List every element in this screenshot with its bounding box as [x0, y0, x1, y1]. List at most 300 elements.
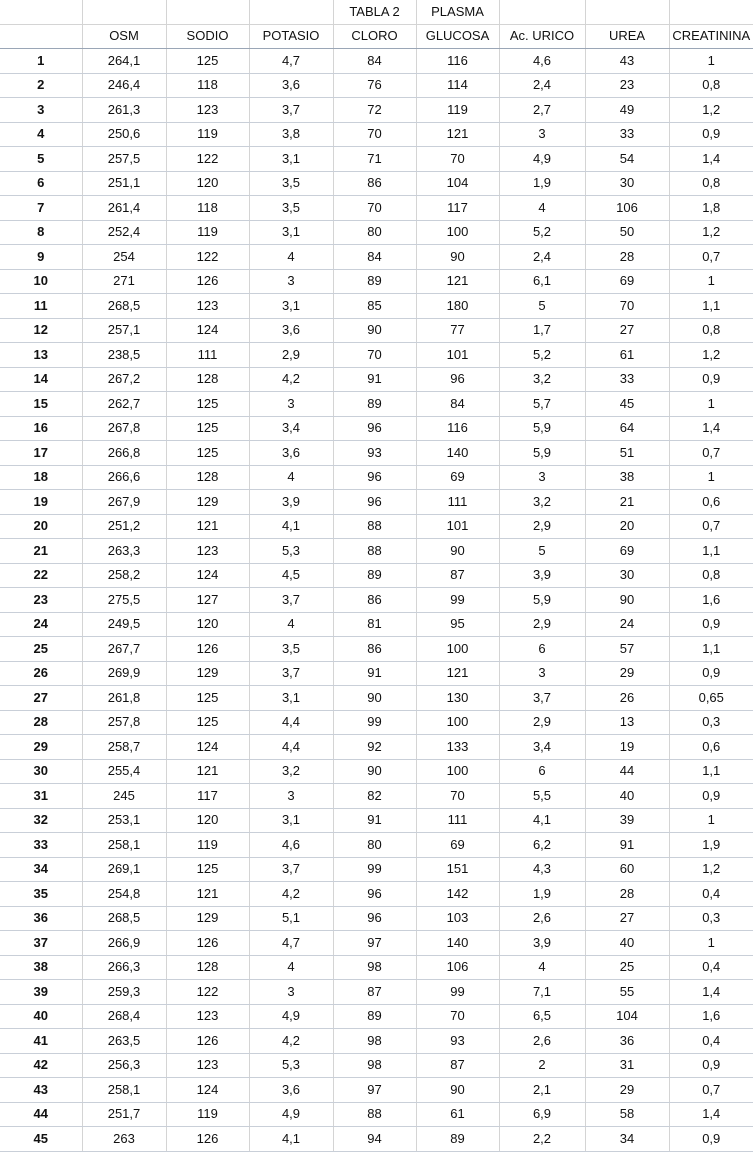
cell-sodio[interactable]: 119 — [166, 220, 249, 245]
cell-osm[interactable]: 261,4 — [82, 196, 166, 221]
cell-row-number[interactable]: 22 — [0, 563, 82, 588]
cell-osm[interactable]: 245 — [82, 784, 166, 809]
cell-row-number[interactable]: 37 — [0, 931, 82, 956]
cell-row-number[interactable]: 13 — [0, 343, 82, 368]
cell-potasio[interactable]: 5,3 — [249, 1053, 333, 1078]
cell-row-number[interactable]: 4 — [0, 122, 82, 147]
cell-row-number[interactable]: 29 — [0, 735, 82, 760]
cell-creatinina[interactable]: 1,6 — [669, 588, 753, 613]
cell-ac-urico[interactable]: 2,7 — [499, 98, 585, 123]
cell-creatinina[interactable]: 1,1 — [669, 637, 753, 662]
cell-ac-urico[interactable]: 5 — [499, 294, 585, 319]
cell-sodio[interactable]: 119 — [166, 833, 249, 858]
cell-glucosa[interactable]: 130 — [416, 686, 499, 711]
cell-glucosa[interactable]: 116 — [416, 49, 499, 74]
cell-potasio[interactable]: 3,5 — [249, 171, 333, 196]
cell-cloro[interactable]: 86 — [333, 171, 416, 196]
cell-urea[interactable]: 69 — [585, 539, 669, 564]
cell-glucosa[interactable]: 103 — [416, 906, 499, 931]
cell-potasio[interactable]: 4,2 — [249, 367, 333, 392]
cell-sodio[interactable]: 119 — [166, 1102, 249, 1127]
cell-creatinina[interactable]: 0,6 — [669, 735, 753, 760]
cell-glucosa[interactable]: 121 — [416, 122, 499, 147]
cell-ac-urico[interactable]: 3,2 — [499, 367, 585, 392]
cell-urea[interactable]: 13 — [585, 710, 669, 735]
table-title-cell[interactable]: TABLA 2 — [333, 0, 416, 24]
cell-creatinina[interactable]: 1,2 — [669, 220, 753, 245]
cell-cloro[interactable]: 91 — [333, 367, 416, 392]
cell-row-number[interactable]: 19 — [0, 490, 82, 515]
cell-osm[interactable]: 267,9 — [82, 490, 166, 515]
cell-osm[interactable]: 258,7 — [82, 735, 166, 760]
cell-ac-urico[interactable]: 5,9 — [499, 588, 585, 613]
cell-ac-urico[interactable]: 2,4 — [499, 73, 585, 98]
cell-potasio[interactable]: 3,6 — [249, 1078, 333, 1103]
cell-row-number[interactable]: 38 — [0, 955, 82, 980]
cell-cloro[interactable]: 88 — [333, 1102, 416, 1127]
cell-sodio[interactable]: 122 — [166, 980, 249, 1005]
cell-urea[interactable]: 60 — [585, 857, 669, 882]
cell-ac-urico[interactable]: 3 — [499, 122, 585, 147]
cell-ac-urico[interactable]: 4,1 — [499, 808, 585, 833]
cell-glucosa[interactable]: 93 — [416, 1029, 499, 1054]
cell-creatinina[interactable]: 0,7 — [669, 1078, 753, 1103]
cell-urea[interactable]: 27 — [585, 318, 669, 343]
cell-ac-urico[interactable]: 1,7 — [499, 318, 585, 343]
cell-osm[interactable]: 252,4 — [82, 220, 166, 245]
cell-urea[interactable]: 40 — [585, 784, 669, 809]
cell-sodio[interactable]: 125 — [166, 857, 249, 882]
cell-urea[interactable]: 31 — [585, 1053, 669, 1078]
cell-sodio[interactable]: 128 — [166, 955, 249, 980]
cell-potasio[interactable]: 3 — [249, 269, 333, 294]
cell-sodio[interactable]: 124 — [166, 318, 249, 343]
cell-sodio[interactable]: 125 — [166, 49, 249, 74]
cell-sodio[interactable]: 118 — [166, 196, 249, 221]
cell-potasio[interactable]: 3,1 — [249, 808, 333, 833]
cell-creatinina[interactable]: 1,1 — [669, 294, 753, 319]
cell-urea[interactable]: 39 — [585, 808, 669, 833]
cell-ac-urico[interactable]: 4 — [499, 955, 585, 980]
cell-creatinina[interactable]: 1,1 — [669, 759, 753, 784]
cell-osm[interactable]: 268,5 — [82, 906, 166, 931]
cell-ac-urico[interactable]: 4,9 — [499, 147, 585, 172]
cell-osm[interactable]: 266,6 — [82, 465, 166, 490]
cell-glucosa[interactable]: 180 — [416, 294, 499, 319]
cell-osm[interactable]: 269,9 — [82, 661, 166, 686]
cell-sodio[interactable]: 126 — [166, 1029, 249, 1054]
cell-creatinina[interactable]: 1 — [669, 269, 753, 294]
cell-creatinina[interactable]: 1 — [669, 931, 753, 956]
cell-ac-urico[interactable]: 1,9 — [499, 171, 585, 196]
cell-osm[interactable]: 258,1 — [82, 833, 166, 858]
cell-row-number[interactable]: 39 — [0, 980, 82, 1005]
cell-ac-urico[interactable]: 2,9 — [499, 612, 585, 637]
cell-ac-urico[interactable]: 6,5 — [499, 1004, 585, 1029]
cell-ac-urico[interactable]: 5,9 — [499, 441, 585, 466]
cell-creatinina[interactable]: 0,9 — [669, 1127, 753, 1152]
cell-urea[interactable]: 23 — [585, 73, 669, 98]
cell-cloro[interactable]: 71 — [333, 147, 416, 172]
column-header-urea[interactable]: UREA — [585, 24, 669, 49]
cell-cloro[interactable]: 98 — [333, 1029, 416, 1054]
cell-sodio[interactable]: 123 — [166, 294, 249, 319]
cell-glucosa[interactable]: 99 — [416, 980, 499, 1005]
cell-cloro[interactable]: 88 — [333, 514, 416, 539]
cell-osm[interactable]: 264,1 — [82, 49, 166, 74]
cell-sodio[interactable]: 123 — [166, 1004, 249, 1029]
cell-cloro[interactable]: 84 — [333, 245, 416, 270]
cell-creatinina[interactable]: 1 — [669, 49, 753, 74]
cell-glucosa[interactable]: 140 — [416, 931, 499, 956]
cell-row-number[interactable]: 32 — [0, 808, 82, 833]
cell-sodio[interactable]: 127 — [166, 588, 249, 613]
cell-potasio[interactable]: 4 — [249, 612, 333, 637]
cell-row-number[interactable]: 7 — [0, 196, 82, 221]
cell-ac-urico[interactable]: 3 — [499, 661, 585, 686]
cell-creatinina[interactable]: 0,9 — [669, 122, 753, 147]
cell-ac-urico[interactable]: 5 — [499, 539, 585, 564]
cell-urea[interactable]: 30 — [585, 171, 669, 196]
cell-glucosa[interactable]: 121 — [416, 269, 499, 294]
cell-potasio[interactable]: 4,4 — [249, 710, 333, 735]
cell-sodio[interactable]: 121 — [166, 759, 249, 784]
cell-potasio[interactable]: 4,1 — [249, 514, 333, 539]
cell-cloro[interactable]: 85 — [333, 294, 416, 319]
cell-glucosa[interactable]: 100 — [416, 220, 499, 245]
cell-urea[interactable]: 69 — [585, 269, 669, 294]
cell-glucosa[interactable]: 101 — [416, 343, 499, 368]
cell-ac-urico[interactable]: 3,2 — [499, 490, 585, 515]
cell-creatinina[interactable]: 1,4 — [669, 1102, 753, 1127]
cell-glucosa[interactable]: 106 — [416, 955, 499, 980]
cell-ac-urico[interactable]: 1,9 — [499, 882, 585, 907]
cell-urea[interactable]: 104 — [585, 1004, 669, 1029]
cell-cloro[interactable]: 70 — [333, 122, 416, 147]
title-cell-1[interactable] — [82, 0, 166, 24]
cell-potasio[interactable]: 3 — [249, 392, 333, 417]
cell-sodio[interactable]: 121 — [166, 882, 249, 907]
cell-row-number[interactable]: 12 — [0, 318, 82, 343]
cell-urea[interactable]: 44 — [585, 759, 669, 784]
cell-cloro[interactable]: 98 — [333, 1053, 416, 1078]
cell-cloro[interactable]: 90 — [333, 318, 416, 343]
cell-ac-urico[interactable]: 5,5 — [499, 784, 585, 809]
cell-row-number[interactable]: 24 — [0, 612, 82, 637]
cell-sodio[interactable]: 120 — [166, 171, 249, 196]
cell-potasio[interactable]: 2,9 — [249, 343, 333, 368]
cell-urea[interactable]: 19 — [585, 735, 669, 760]
cell-urea[interactable]: 58 — [585, 1102, 669, 1127]
cell-potasio[interactable]: 4,2 — [249, 882, 333, 907]
title-cell-2[interactable] — [166, 0, 249, 24]
cell-sodio[interactable]: 120 — [166, 612, 249, 637]
cell-potasio[interactable]: 3,8 — [249, 122, 333, 147]
cell-potasio[interactable]: 3,7 — [249, 857, 333, 882]
cell-glucosa[interactable]: 89 — [416, 1127, 499, 1152]
cell-osm[interactable]: 261,8 — [82, 686, 166, 711]
cell-glucosa[interactable]: 70 — [416, 1004, 499, 1029]
cell-urea[interactable]: 28 — [585, 245, 669, 270]
cell-ac-urico[interactable]: 2,6 — [499, 906, 585, 931]
cell-sodio[interactable]: 123 — [166, 98, 249, 123]
cell-sodio[interactable]: 121 — [166, 514, 249, 539]
column-header-cloro[interactable]: CLORO — [333, 24, 416, 49]
cell-osm[interactable]: 266,9 — [82, 931, 166, 956]
cell-osm[interactable]: 253,1 — [82, 808, 166, 833]
cell-row-number[interactable]: 26 — [0, 661, 82, 686]
cell-sodio[interactable]: 128 — [166, 465, 249, 490]
cell-sodio[interactable]: 125 — [166, 710, 249, 735]
cell-osm[interactable]: 269,1 — [82, 857, 166, 882]
cell-sodio[interactable]: 124 — [166, 1078, 249, 1103]
cell-sodio[interactable]: 119 — [166, 122, 249, 147]
cell-cloro[interactable]: 90 — [333, 759, 416, 784]
cell-glucosa[interactable]: 84 — [416, 392, 499, 417]
cell-ac-urico[interactable]: 6,1 — [499, 269, 585, 294]
cell-ac-urico[interactable]: 3,9 — [499, 563, 585, 588]
cell-ac-urico[interactable]: 2,9 — [499, 710, 585, 735]
cell-potasio[interactable]: 3,4 — [249, 416, 333, 441]
cell-cloro[interactable]: 82 — [333, 784, 416, 809]
cell-urea[interactable]: 38 — [585, 465, 669, 490]
cell-glucosa[interactable]: 90 — [416, 1078, 499, 1103]
cell-row-number[interactable]: 18 — [0, 465, 82, 490]
cell-creatinina[interactable]: 0,3 — [669, 710, 753, 735]
cell-cloro[interactable]: 98 — [333, 955, 416, 980]
cell-glucosa[interactable]: 87 — [416, 563, 499, 588]
cell-potasio[interactable]: 3,1 — [249, 220, 333, 245]
cell-row-number[interactable]: 20 — [0, 514, 82, 539]
cell-osm[interactable]: 266,8 — [82, 441, 166, 466]
cell-ac-urico[interactable]: 4,3 — [499, 857, 585, 882]
cell-glucosa[interactable]: 119 — [416, 98, 499, 123]
cell-ac-urico[interactable]: 4 — [499, 196, 585, 221]
cell-potasio[interactable]: 4 — [249, 245, 333, 270]
cell-urea[interactable]: 27 — [585, 906, 669, 931]
cell-osm[interactable]: 267,7 — [82, 637, 166, 662]
cell-potasio[interactable]: 5,1 — [249, 906, 333, 931]
cell-glucosa[interactable]: 121 — [416, 661, 499, 686]
cell-osm[interactable]: 257,1 — [82, 318, 166, 343]
cell-creatinina[interactable]: 1,9 — [669, 833, 753, 858]
cell-urea[interactable]: 64 — [585, 416, 669, 441]
column-header-index[interactable] — [0, 24, 82, 49]
cell-sodio[interactable]: 129 — [166, 490, 249, 515]
cell-urea[interactable]: 50 — [585, 220, 669, 245]
cell-osm[interactable]: 238,5 — [82, 343, 166, 368]
cell-cloro[interactable]: 96 — [333, 906, 416, 931]
cell-glucosa[interactable]: 90 — [416, 539, 499, 564]
cell-cloro[interactable]: 76 — [333, 73, 416, 98]
cell-potasio[interactable]: 4,7 — [249, 49, 333, 74]
column-header-potasio[interactable]: POTASIO — [249, 24, 333, 49]
cell-row-number[interactable]: 45 — [0, 1127, 82, 1152]
cell-cloro[interactable]: 96 — [333, 882, 416, 907]
cell-potasio[interactable]: 4,5 — [249, 563, 333, 588]
cell-row-number[interactable]: 28 — [0, 710, 82, 735]
cell-osm[interactable]: 267,8 — [82, 416, 166, 441]
cell-urea[interactable]: 45 — [585, 392, 669, 417]
cell-urea[interactable]: 24 — [585, 612, 669, 637]
cell-ac-urico[interactable]: 2 — [499, 1053, 585, 1078]
cell-urea[interactable]: 30 — [585, 563, 669, 588]
cell-glucosa[interactable]: 61 — [416, 1102, 499, 1127]
cell-glucosa[interactable]: 116 — [416, 416, 499, 441]
cell-ac-urico[interactable]: 3,7 — [499, 686, 585, 711]
cell-urea[interactable]: 25 — [585, 955, 669, 980]
cell-glucosa[interactable]: 77 — [416, 318, 499, 343]
cell-ac-urico[interactable]: 5,7 — [499, 392, 585, 417]
cell-urea[interactable]: 34 — [585, 1127, 669, 1152]
cell-potasio[interactable]: 3,1 — [249, 294, 333, 319]
cell-osm[interactable]: 258,2 — [82, 563, 166, 588]
cell-ac-urico[interactable]: 3 — [499, 465, 585, 490]
column-header-creatinina[interactable]: CREATININA — [669, 24, 753, 49]
cell-creatinina[interactable]: 1 — [669, 465, 753, 490]
title-cell-6[interactable] — [499, 0, 585, 24]
cell-osm[interactable]: 254 — [82, 245, 166, 270]
cell-creatinina[interactable]: 0,4 — [669, 1029, 753, 1054]
cell-glucosa[interactable]: 111 — [416, 808, 499, 833]
cell-creatinina[interactable]: 1,2 — [669, 98, 753, 123]
cell-cloro[interactable]: 80 — [333, 220, 416, 245]
title-cell-8[interactable] — [669, 0, 753, 24]
cell-cloro[interactable]: 89 — [333, 1004, 416, 1029]
cell-osm[interactable]: 251,1 — [82, 171, 166, 196]
cell-ac-urico[interactable]: 3,4 — [499, 735, 585, 760]
cell-osm[interactable]: 254,8 — [82, 882, 166, 907]
cell-ac-urico[interactable]: 4,6 — [499, 49, 585, 74]
cell-row-number[interactable]: 17 — [0, 441, 82, 466]
column-header-glucosa[interactable]: GLUCOSA — [416, 24, 499, 49]
cell-osm[interactable]: 249,5 — [82, 612, 166, 637]
cell-osm[interactable]: 251,2 — [82, 514, 166, 539]
cell-potasio[interactable]: 3,6 — [249, 73, 333, 98]
cell-creatinina[interactable]: 0,9 — [669, 367, 753, 392]
cell-potasio[interactable]: 4 — [249, 465, 333, 490]
cell-osm[interactable]: 263,5 — [82, 1029, 166, 1054]
cell-sodio[interactable]: 126 — [166, 931, 249, 956]
cell-ac-urico[interactable]: 2,9 — [499, 514, 585, 539]
cell-cloro[interactable]: 97 — [333, 1078, 416, 1103]
cell-glucosa[interactable]: 69 — [416, 833, 499, 858]
cell-row-number[interactable]: 11 — [0, 294, 82, 319]
cell-glucosa[interactable]: 95 — [416, 612, 499, 637]
cell-urea[interactable]: 106 — [585, 196, 669, 221]
cell-creatinina[interactable]: 1 — [669, 808, 753, 833]
cell-ac-urico[interactable]: 6,2 — [499, 833, 585, 858]
cell-sodio[interactable]: 128 — [166, 367, 249, 392]
cell-cloro[interactable]: 70 — [333, 196, 416, 221]
cell-row-number[interactable]: 10 — [0, 269, 82, 294]
cell-urea[interactable]: 43 — [585, 49, 669, 74]
cell-potasio[interactable]: 4,2 — [249, 1029, 333, 1054]
cell-sodio[interactable]: 111 — [166, 343, 249, 368]
column-header-sodio[interactable]: SODIO — [166, 24, 249, 49]
title-cell-3[interactable] — [249, 0, 333, 24]
cell-urea[interactable]: 54 — [585, 147, 669, 172]
cell-sodio[interactable]: 125 — [166, 392, 249, 417]
cell-cloro[interactable]: 97 — [333, 931, 416, 956]
cell-potasio[interactable]: 3 — [249, 784, 333, 809]
cell-potasio[interactable]: 4,6 — [249, 833, 333, 858]
cell-potasio[interactable]: 4,9 — [249, 1004, 333, 1029]
cell-glucosa[interactable]: 99 — [416, 588, 499, 613]
cell-ac-urico[interactable]: 2,4 — [499, 245, 585, 270]
cell-osm[interactable]: 257,5 — [82, 147, 166, 172]
cell-sodio[interactable]: 126 — [166, 637, 249, 662]
cell-row-number[interactable]: 6 — [0, 171, 82, 196]
cell-cloro[interactable]: 86 — [333, 637, 416, 662]
cell-cloro[interactable]: 96 — [333, 465, 416, 490]
cell-sodio[interactable]: 120 — [166, 808, 249, 833]
cell-creatinina[interactable]: 1,8 — [669, 196, 753, 221]
cell-glucosa[interactable]: 87 — [416, 1053, 499, 1078]
cell-glucosa[interactable]: 70 — [416, 784, 499, 809]
cell-row-number[interactable]: 30 — [0, 759, 82, 784]
cell-ac-urico[interactable]: 3,9 — [499, 931, 585, 956]
cell-ac-urico[interactable]: 5,2 — [499, 220, 585, 245]
cell-glucosa[interactable]: 96 — [416, 367, 499, 392]
cell-osm[interactable]: 246,4 — [82, 73, 166, 98]
cell-cloro[interactable]: 91 — [333, 808, 416, 833]
cell-potasio[interactable]: 3,5 — [249, 637, 333, 662]
cell-glucosa[interactable]: 100 — [416, 710, 499, 735]
cell-glucosa[interactable]: 117 — [416, 196, 499, 221]
cell-ac-urico[interactable]: 2,2 — [499, 1127, 585, 1152]
cell-osm[interactable]: 261,3 — [82, 98, 166, 123]
cell-glucosa[interactable]: 133 — [416, 735, 499, 760]
cell-row-number[interactable]: 41 — [0, 1029, 82, 1054]
cell-cloro[interactable]: 87 — [333, 980, 416, 1005]
cell-osm[interactable]: 263 — [82, 1127, 166, 1152]
cell-row-number[interactable]: 34 — [0, 857, 82, 882]
cell-potasio[interactable]: 3,7 — [249, 588, 333, 613]
cell-creatinina[interactable]: 1,4 — [669, 980, 753, 1005]
cell-osm[interactable]: 257,8 — [82, 710, 166, 735]
cell-ac-urico[interactable]: 5,2 — [499, 343, 585, 368]
cell-urea[interactable]: 29 — [585, 661, 669, 686]
cell-row-number[interactable]: 21 — [0, 539, 82, 564]
cell-creatinina[interactable]: 1,4 — [669, 147, 753, 172]
cell-glucosa[interactable]: 69 — [416, 465, 499, 490]
cell-potasio[interactable]: 3,1 — [249, 147, 333, 172]
cell-ac-urico[interactable]: 2,1 — [499, 1078, 585, 1103]
cell-cloro[interactable]: 84 — [333, 49, 416, 74]
cell-cloro[interactable]: 89 — [333, 563, 416, 588]
cell-potasio[interactable]: 3,2 — [249, 759, 333, 784]
cell-creatinina[interactable]: 1,2 — [669, 343, 753, 368]
cell-glucosa[interactable]: 140 — [416, 441, 499, 466]
cell-glucosa[interactable]: 101 — [416, 514, 499, 539]
cell-ac-urico[interactable]: 6,9 — [499, 1102, 585, 1127]
cell-sodio[interactable]: 122 — [166, 147, 249, 172]
cell-sodio[interactable]: 125 — [166, 416, 249, 441]
cell-urea[interactable]: 40 — [585, 931, 669, 956]
cell-sodio[interactable]: 129 — [166, 661, 249, 686]
cell-creatinina[interactable]: 0,4 — [669, 882, 753, 907]
cell-cloro[interactable]: 90 — [333, 686, 416, 711]
cell-row-number[interactable]: 3 — [0, 98, 82, 123]
cell-creatinina[interactable]: 1,4 — [669, 416, 753, 441]
cell-cloro[interactable]: 99 — [333, 857, 416, 882]
cell-osm[interactable]: 251,7 — [82, 1102, 166, 1127]
title-cell-7[interactable] — [585, 0, 669, 24]
cell-osm[interactable]: 275,5 — [82, 588, 166, 613]
cell-creatinina[interactable]: 0,6 — [669, 490, 753, 515]
cell-cloro[interactable]: 96 — [333, 416, 416, 441]
